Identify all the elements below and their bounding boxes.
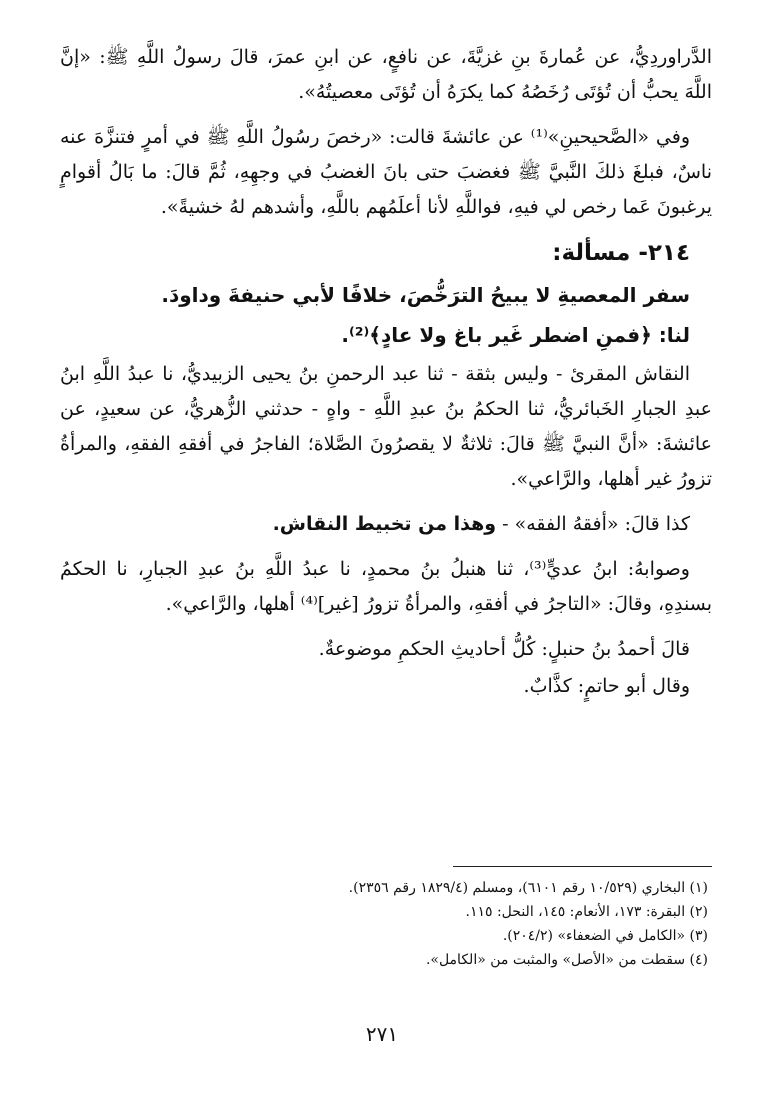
paragraph-naqqash-chain: النقاش المقرئ - وليس بثقة - ثنا عبد الرحمنِ بنُ يحيى الزبيديُّ، نا عبدُ اللَّهِ ابنُ عبدِ الجبارِ الخَبائريُّ، ثنا الحكمُ بنُ عبدِ اللَّهِ - واهٍ - حدثني الزُّهريُّ، عن سعيدٍ، عن عائشةَ: «أنَّ النبيَّ ﷺ قالَ: ثلاثةٌ لا يقصرُونَ الصَّلاة؛ الفاجرُ في أفقهِ الفقهِ، والمرأةُ تزورُ غير أهلها، والرَّاعي». [60, 363, 712, 490]
footnotes [60, 876, 712, 972]
issue-heading: ٢١٤- مسألة: [552, 240, 690, 266]
paragraph-sahihain: وفي «الصَّحيحينِ»⁽¹⁾ عن عائشةَ قالت: «رخصَ رسُولُ اللَّهِ ﷺ في أمرٍ فتنزَّهَ عنه ناسٌ، فبلغَ ذلكَ النَّبيَّ ﷺ فغضبَ حتى بانَ الغضبُ في وجهِهِ، ثُمَّ قالَ: ما بَالُ أقوامٍ يرغبونَ عَما رخص لي فيهِ، فواللَّهِ لأنا أعلَمُهم باللَّهِ، وأشدهم لهُ خشيةً». [60, 126, 712, 218]
paragraph-remark [60, 507, 712, 542]
footnote: (٢) البقرة: ١٧٣، الأنعام: ١٤٥، النحل: ١١٥. [465, 904, 708, 920]
footnote-divider [453, 866, 712, 867]
remark-bold-text: وهذا من تخبيط النقاش. [272, 513, 497, 535]
footnote: (٣) «الكامل في الضعفاء» (٢٠٤/٢). [502, 928, 708, 944]
page-number: ٢٧١ [365, 1022, 399, 1046]
issue-evidence [60, 317, 712, 353]
paragraph-abu-hatim-quote: وقال أبو حاتمٍ: كذَّابٌ. [523, 675, 690, 697]
paragraph-hadith-rukhas: الدَّراوردِيُّ، عن عُمارةَ بنِ غزيَّةَ، عن نافعٍ، عن ابنِ عمرَ، قالَ رسولُ اللَّهِ ﷺ: «إنَّ اللَّهَ يحبُّ أن تُؤتَى رُخَصُهُ كما يكرَهُ أن تُؤتَى معصيتُهُ». [60, 46, 712, 103]
evidence-verse: ﴿فمنِ اضطر غَير باغ ولا عادٍ﴾⁽²⁾. [341, 323, 652, 347]
paragraph-ahmad-quote: قالَ أحمدُ بنُ حنبلٍ: كُلُّ أحاديثِ الحكمِ موضوعةٌ. [318, 638, 690, 660]
remark-text: كذا قالَ: «أفقهُ الفقه» - [496, 513, 690, 535]
paragraph-correction: وصوابهُ: ابنُ عديٍّ⁽³⁾، ثنا هنبلُ بنُ محمدٍ، نا عبدُ اللَّهِ بنُ عبدِ الجبارِ، نا الحكمُ بسندِهِ، وقالَ: «التاجرُ في أفقهِ، والمرأةُ تزورُ [غير]⁽⁴⁾ أهلها، والرَّاعي». [60, 558, 712, 615]
main-text [60, 40, 712, 706]
footnote: (٤) سقطت من «الأصل» والمثبت من «الكامل». [425, 952, 708, 968]
footnote: (١) البخاري (١٠/٥٢٩ رقم ٦١٠١)، ومسلم (١٨٢٩/٤ رقم ٢٣٥٦). [348, 880, 708, 896]
evidence-label: لنا: [651, 323, 690, 347]
issue-statement: سفر المعصيةِ لا يبيحُ الترَخُّصَ، خلافًا لأبي حنيفةَ وداودَ. [161, 283, 690, 307]
